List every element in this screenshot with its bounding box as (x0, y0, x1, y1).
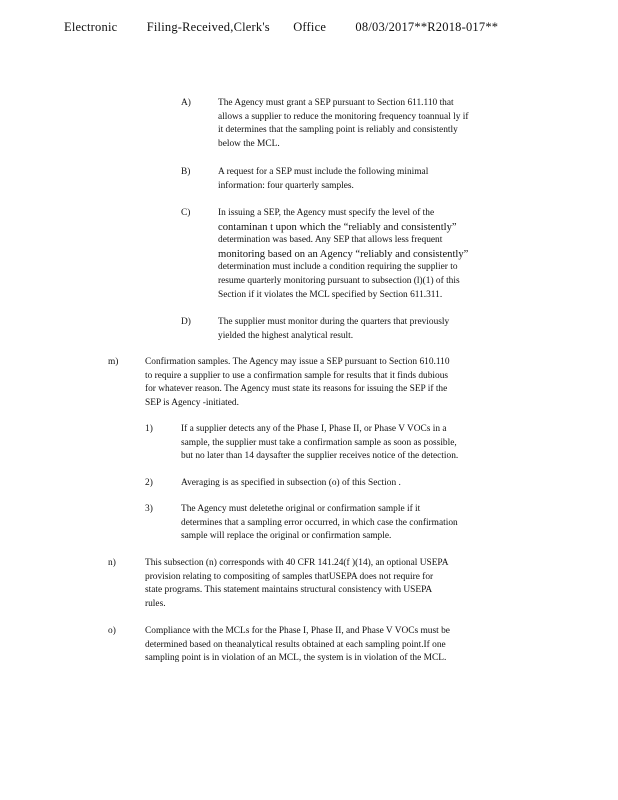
paragraph-n (145, 557, 545, 611)
paragraph-line: it determines that the sampling point is reliably and consistently (218, 125, 458, 136)
paragraph-line: state programs. This statement maintains structural consistency with USEPA (145, 585, 433, 596)
marker-C: C) (181, 208, 191, 218)
paragraph-line: contaminan t upon which the “reliably and consistently” (218, 221, 457, 233)
paragraph-line: This subsection (n) corresponds with 40 CFR 141.24(f )(14), an optional USEPA (145, 558, 449, 568)
paragraph-line: The Agency must grant a SEP pursuant to Section 611.110 that (218, 98, 454, 108)
header-office: Office (293, 20, 327, 34)
header-filing: Filing-Received,Clerk's (146, 20, 270, 34)
paragraph-A (218, 97, 548, 151)
paragraph-line: below the MCL. (218, 138, 280, 149)
paragraph-line: allows a supplier to reduce the monitoring frequency toannual ly if (218, 111, 469, 122)
paragraph-line: rules. (145, 598, 166, 609)
paragraph-line: provision relating to compositing of samples thatUSEPA does not require for (145, 571, 434, 582)
paragraph-D (218, 316, 548, 343)
paragraph-line: sampling point is in violation of an MCL, the system is in violation of the MCL. (145, 653, 447, 664)
paragraph-line: monitoring based on an Agency “reliably and consistently” (218, 248, 469, 260)
paragraph-line: SEP is Agency -initiated. (145, 397, 239, 408)
paragraph-line: In issuing a SEP, the Agency must specify the level of the (218, 208, 435, 218)
paragraph-line: to require a supplier to use a confirmation sample for results that it finds dubious (145, 370, 449, 381)
paragraph-line: determination was based. Any SEP that allows less frequent (218, 235, 443, 246)
paragraph-line: Compliance with the MCLs for the Phase I, Phase II, and Phase V VOCs must be (145, 626, 450, 636)
paragraph-line: Averaging is as specified in subsection (o) of this Section . (181, 478, 401, 488)
paragraph-line: for whatever reason. The Agency must state its reasons for issuing the SEP if the (145, 384, 448, 395)
paragraph-m (145, 356, 545, 410)
paragraph-line: Section if it violates the MCL specified by Section 611.311. (218, 289, 443, 300)
marker-2: 2) (145, 478, 153, 488)
marker-m: m) (108, 357, 119, 367)
paragraph-line: determination must include a condition requiring the supplier to (218, 262, 458, 273)
marker-o: o) (108, 626, 116, 636)
marker-B: B) (181, 167, 191, 177)
paragraph-1 (181, 423, 541, 464)
paragraph-line: sample will replace the original or confirmation sample. (181, 531, 392, 542)
paragraph-B (218, 166, 548, 193)
paragraph-line: A request for a SEP must include the following minimal (218, 167, 429, 177)
paragraph-2 (181, 477, 541, 491)
paragraph-o (145, 625, 545, 666)
marker-3: 3) (145, 504, 153, 514)
document-header (64, 20, 524, 35)
paragraph-line: sample, the supplier must take a confirmation sample as soon as possible, (181, 437, 457, 448)
paragraph-line: If a supplier detects any of the Phase I, Phase II, or Phase V VOCs in a (181, 424, 447, 434)
marker-1: 1) (145, 424, 153, 434)
paragraph-line: information: four quarterly samples. (218, 180, 354, 191)
paragraph-line: Confirmation samples. The Agency may issue a SEP pursuant to Section 610.110 (145, 357, 450, 367)
paragraph-line: yielded the highest analytical result. (218, 330, 354, 341)
paragraph-line: resume quarterly monitoring pursuant to subsection (l)(1) of this (218, 275, 460, 286)
marker-D: D) (181, 317, 191, 327)
paragraph-line: determines that a sampling error occurred, in which case the confirmation (181, 517, 458, 528)
header-electronic: Electronic (64, 20, 118, 34)
paragraph-line: The Agency must deletethe original or confirmation sample if it (181, 504, 421, 514)
paragraph-line: but no later than 14 daysafter the supplier receives notice of the detection. (181, 451, 459, 462)
header-date-id: 08/03/2017**R2018-017** (355, 20, 499, 34)
marker-n: n) (108, 558, 116, 568)
paragraph-C (218, 207, 548, 302)
paragraph-line: The supplier must monitor during the quarters that previously (218, 317, 450, 327)
marker-A: A) (181, 98, 191, 108)
paragraph-3 (181, 503, 541, 544)
paragraph-line: determined based on theanalytical results obtained at each sampling point.If one (145, 639, 446, 650)
